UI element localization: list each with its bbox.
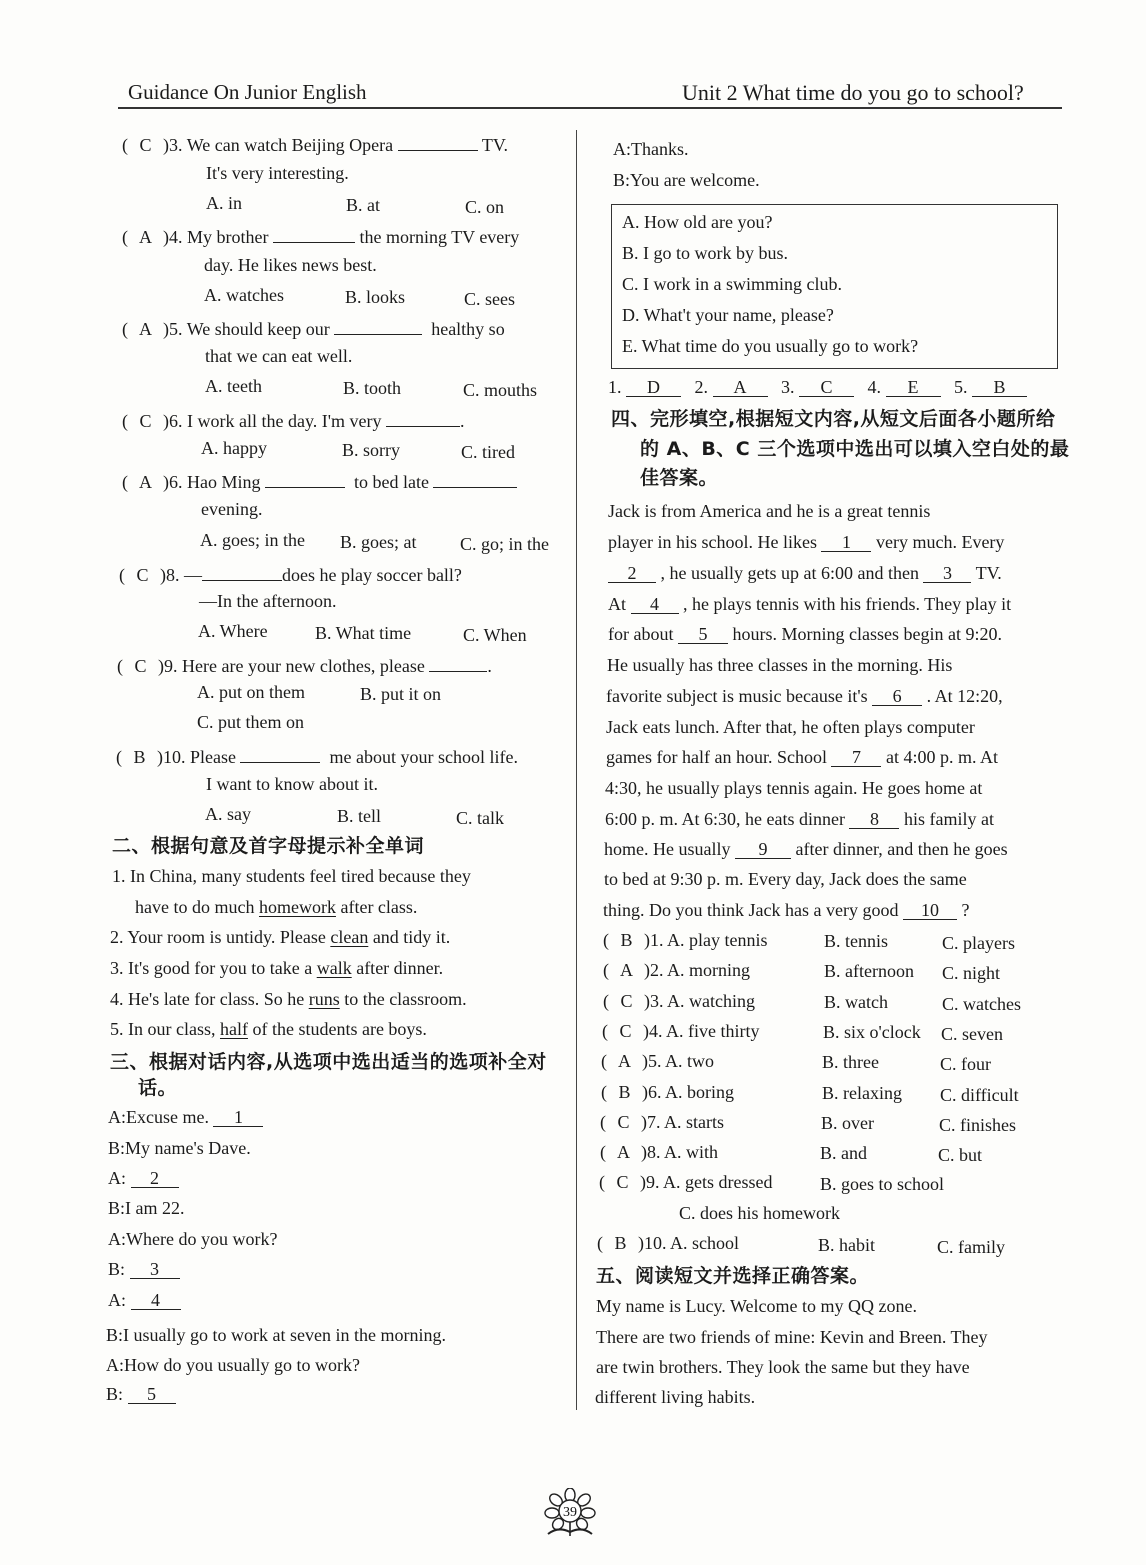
cloze-question: ( C )4. A. five thirty — [602, 1021, 760, 1041]
answer-blank[interactable] — [429, 651, 487, 672]
cloze-question: ( B )6. A. boring — [601, 1082, 735, 1102]
reading-line: different living habits. — [595, 1387, 756, 1407]
dialog-blank[interactable]: 3 — [130, 1258, 180, 1279]
cloze-blank[interactable]: 1 — [821, 531, 871, 552]
section-3-title-cont: 话。 — [138, 1077, 178, 1099]
cloze-line: Jack is from America and he is a great tennis — [608, 501, 931, 521]
cloze-option: C. family — [937, 1237, 1005, 1257]
dialog-line: A:Thanks. — [613, 139, 689, 159]
answer-blank[interactable] — [273, 222, 355, 243]
mc-option: B. at — [346, 195, 380, 215]
mc-question-cont: I want to know about it. — [206, 774, 378, 794]
cloze-option: C. but — [938, 1145, 983, 1165]
dialog-blank[interactable]: 1 — [213, 1106, 263, 1127]
cloze-option: C. difficult — [940, 1085, 1019, 1105]
mc-option: A. in — [206, 193, 242, 213]
answer-blank[interactable]: A — [713, 376, 768, 397]
mc-option: A. teeth — [205, 376, 262, 396]
cloze-option: C. does his homework — [679, 1203, 840, 1223]
mc-question: ( A )5. We should keep our healthy so — [122, 314, 505, 340]
flower-icon — [540, 1488, 600, 1538]
cloze-question: ( B )1. A. play tennis — [603, 930, 768, 950]
mc-option: C. go; in the — [460, 534, 549, 554]
section-4-title-cont: 的 A、B、C 三个选项中选出可以填入空白处的最 — [640, 438, 1070, 460]
column-divider — [576, 130, 577, 1410]
page-number-badge — [540, 1488, 600, 1538]
mc-option: A. happy — [201, 438, 267, 458]
cloze-blank[interactable]: 8 — [849, 808, 899, 829]
section-2-title: 二、根据句意及首字母提示补全单词 — [112, 835, 425, 857]
cloze-option: B. watch — [824, 992, 888, 1012]
answer-blank[interactable] — [240, 742, 320, 763]
cloze-line: thing. Do you think Jack has a very good 10 ? — [603, 900, 970, 920]
cloze-line: At 4 , he plays tennis with his friends. They play it — [608, 594, 1012, 614]
dialog-line: A:How do you usually go to work? — [106, 1355, 360, 1375]
answer-blank[interactable] — [398, 130, 478, 151]
cloze-line: 6:00 p. m. At 6:30, he eats dinner 8 his family at — [605, 809, 994, 829]
mc-question-cont: that we can eat well. — [205, 346, 353, 366]
cloze-line: Jack eats lunch. After that, he often plays computer — [606, 717, 975, 737]
answer-blank[interactable]: D — [626, 376, 681, 397]
mc-option: A. goes; in the — [200, 530, 305, 550]
header-book-title: Guidance On Junior English — [128, 80, 367, 104]
dialog-line: A: 2 — [108, 1167, 179, 1189]
mc-question-cont: It's very interesting. — [206, 163, 349, 183]
mc-option: B. tell — [337, 806, 381, 826]
dialog-line: B:I am 22. — [108, 1198, 185, 1218]
cloze-line: to bed at 9:30 p. m. Every day, Jack does the same — [604, 869, 967, 889]
mc-option: A. Where — [198, 621, 268, 641]
mc-question-cont: day. He likes news best. — [204, 255, 377, 275]
mc-option: A. say — [205, 804, 251, 824]
cloze-question: ( A )2. A. morning — [603, 960, 751, 980]
header-rule — [118, 107, 1062, 109]
mc-question-cont: —In the afternoon. — [199, 591, 337, 611]
section-4-title: 四、完形填空,根据短文内容,从短文后面各小题所给 — [611, 408, 1056, 430]
mc-question: ( C )8. — does he play soccer ball? — [119, 560, 462, 586]
reading-line: There are two friends of mine: Kevin and Breen. They — [596, 1327, 988, 1347]
cloze-blank[interactable]: 2 — [608, 562, 656, 583]
mc-option: A. watches — [204, 285, 284, 305]
dialog-line: A: 4 — [108, 1289, 181, 1311]
cloze-question: ( C )9. A. gets dressed — [599, 1172, 773, 1192]
dialog-option: B. I go to work by bus. — [622, 243, 788, 263]
dialog-option: A. How old are you? — [622, 212, 773, 232]
mc-question: ( A )6. Hao Ming to bed late — [122, 467, 517, 493]
dialog-option: C. I work in a swimming club. — [622, 274, 842, 294]
cloze-blank[interactable]: 4 — [631, 593, 679, 614]
mc-question: ( B )10. Please me about your school life. — [116, 742, 518, 768]
mc-question: ( C )6. I work all the day. I'm very . — [122, 406, 465, 432]
cloze-option: B. over — [821, 1113, 874, 1133]
cloze-blank[interactable]: 6 — [872, 685, 922, 706]
cloze-option: B. habit — [818, 1235, 875, 1255]
reading-line: My name is Lucy. Welcome to my QQ zone. — [596, 1296, 917, 1316]
dialog-line: B:My name's Dave. — [108, 1138, 251, 1158]
cloze-question: ( C )7. A. starts — [600, 1112, 725, 1132]
dialog-line: B: 5 — [106, 1383, 176, 1405]
cloze-option: C. watches — [942, 994, 1021, 1014]
cloze-line: games for half an hour. School 7 at 4:00 p. m. At — [606, 747, 998, 767]
cloze-blank[interactable]: 3 — [923, 562, 971, 583]
mc-option: B. put it on — [360, 684, 442, 704]
mc-option: C. talk — [456, 808, 504, 828]
mc-option: C. mouths — [463, 380, 538, 400]
cloze-line: favorite subject is music because it's 6 . At 12:20, — [606, 686, 1003, 706]
cloze-option: B. afternoon — [824, 961, 914, 981]
mc-option: B. sorry — [342, 440, 400, 460]
mc-option: B. tooth — [343, 378, 402, 398]
cloze-option: B. three — [822, 1052, 879, 1072]
answer-blank[interactable] — [334, 314, 422, 335]
dialog-line: A:Excuse me. 1 — [108, 1106, 263, 1128]
dialog-blank[interactable]: 4 — [131, 1289, 181, 1310]
fill-word-item: 5. In our class, half of the students are boys. — [110, 1019, 427, 1039]
mc-option: A. put on them — [197, 682, 305, 702]
cloze-line: 2 , he usually gets up at 6:00 and then 3 TV. — [608, 562, 1002, 584]
fill-word-item: 1. In China, many students feel tired because they — [112, 866, 471, 886]
dialog-option: E. What time do you usually go to work? — [622, 336, 919, 356]
cloze-option: B. relaxing — [822, 1083, 902, 1103]
dialog-blank[interactable]: 2 — [131, 1167, 179, 1188]
cloze-option: B. tennis — [824, 931, 889, 951]
mc-option: C. sees — [464, 289, 515, 309]
mc-option: C. When — [463, 625, 527, 645]
mc-question: ( C )3. We can watch Beijing Opera TV. — [122, 130, 508, 156]
mc-question: ( A )4. My brother the morning TV every — [122, 222, 519, 248]
cloze-line: 4:30, he usually plays tennis again. He goes home at — [605, 778, 983, 798]
dialog-line: B:I usually go to work at seven in the morning. — [106, 1325, 446, 1345]
section-3-title: 三、根据对话内容,从选项中选出适当的选项补全对 — [110, 1051, 547, 1073]
reading-line: are twin brothers. They look the same but they have — [596, 1357, 970, 1377]
cloze-option: B. six o'clock — [823, 1022, 921, 1042]
mc-option: B. goes; at — [340, 532, 417, 552]
cloze-option: C. seven — [941, 1024, 1003, 1044]
header-unit-title: Unit 2 What time do you go to school? — [682, 80, 1024, 105]
cloze-blank[interactable]: 9 — [735, 838, 791, 859]
fill-word-item: 3. It's good for you to take a walk after dinner. — [110, 958, 444, 978]
cloze-option: C. players — [942, 933, 1015, 953]
cloze-option: C. four — [940, 1054, 991, 1074]
dialog-line: A:Where do you work? — [108, 1229, 278, 1249]
cloze-option: C. finishes — [939, 1115, 1017, 1135]
mc-option: C. tired — [461, 442, 515, 462]
dialog-blank[interactable]: 5 — [128, 1383, 176, 1404]
answer-blank[interactable] — [433, 467, 517, 488]
cloze-line: He usually has three classes in the morning. His — [607, 655, 953, 675]
answer-blank[interactable] — [202, 560, 282, 581]
dialog-line: B: 3 — [108, 1258, 180, 1280]
mc-question-cont: evening. — [201, 499, 263, 519]
cloze-option: B. and — [820, 1143, 867, 1163]
cloze-blank[interactable]: 7 — [831, 746, 881, 767]
section-4-title-cont: 佳答案。 — [640, 467, 719, 489]
mc-option: C. on — [465, 197, 505, 217]
answer-blank[interactable] — [386, 406, 460, 427]
cloze-question: ( A )8. A. with — [600, 1142, 719, 1162]
cloze-line: player in his school. He likes 1 very much. Every — [608, 532, 1005, 552]
dialog-option: D. What't your name, please? — [622, 305, 834, 325]
cloze-blank[interactable]: 10 — [903, 899, 957, 920]
mc-option: C. put them on — [197, 712, 304, 732]
dialog-answers: 1. D 2. A 3. C 4. E 5. B — [608, 376, 1027, 398]
answer-blank[interactable]: C — [799, 376, 854, 397]
page-number: 39 — [563, 1505, 577, 1520]
dialog-line: B:You are welcome. — [613, 170, 760, 190]
fill-word-item-cont: have to do much homework after class. — [135, 897, 418, 917]
cloze-line: home. He usually 9 after dinner, and then he goes — [604, 839, 1008, 859]
cloze-line: for about 5 hours. Morning classes begin at 9:20. — [608, 624, 1002, 644]
mc-option: B. looks — [345, 287, 406, 307]
mc-question: ( C )9. Here are your new clothes, please . — [117, 651, 492, 677]
fill-word-item: 2. Your room is untidy. Please clean and tidy it. — [110, 927, 451, 947]
cloze-option: B. goes to school — [820, 1174, 944, 1194]
cloze-question: ( B )10. A. school — [597, 1233, 740, 1253]
section-5-title: 五、阅读短文并选择正确答案。 — [596, 1265, 870, 1287]
cloze-question: ( C )3. A. watching — [603, 991, 755, 1011]
cloze-blank[interactable]: 5 — [678, 623, 728, 644]
answer-blank[interactable]: E — [886, 376, 941, 397]
answer-blank[interactable] — [265, 467, 345, 488]
mc-option: B. What time — [315, 623, 412, 643]
answer-blank[interactable]: B — [972, 376, 1027, 397]
cloze-question: ( A )5. A. two — [601, 1051, 715, 1071]
cloze-option: C. night — [942, 963, 1001, 983]
fill-word-item: 4. He's late for class. So he runs to the classroom. — [110, 989, 467, 1009]
